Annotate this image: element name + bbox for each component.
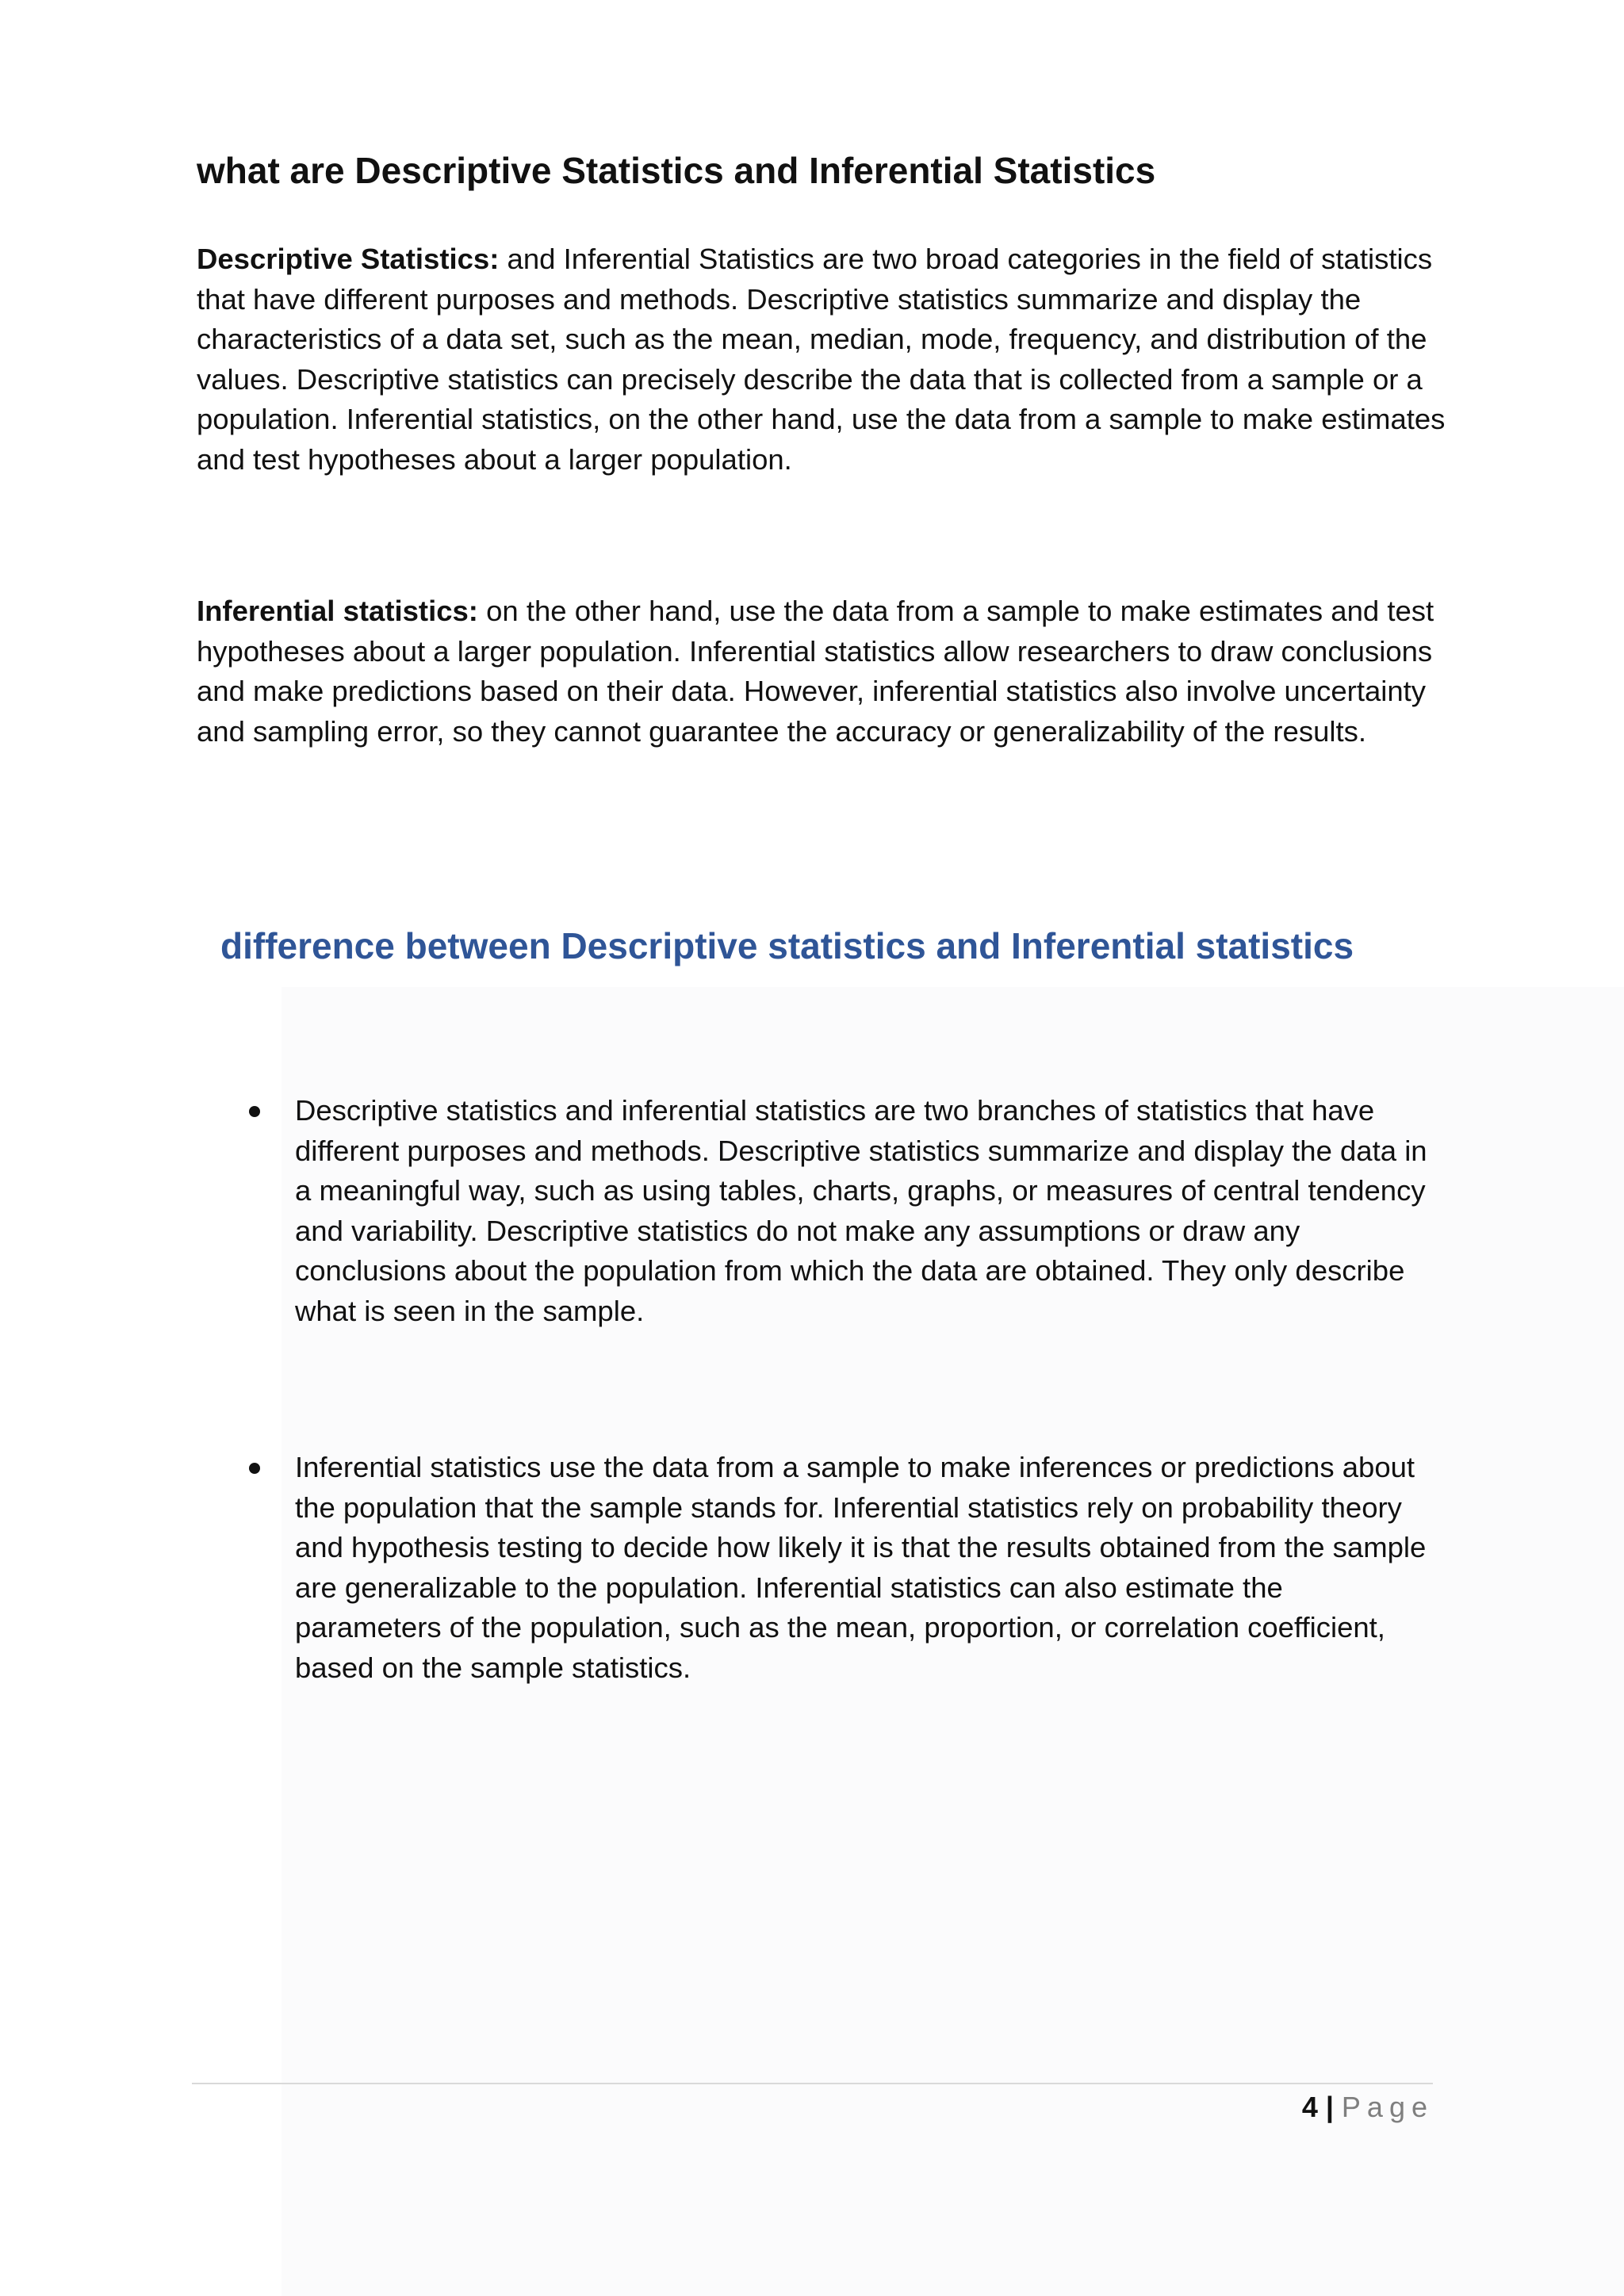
page-footer bbox=[1302, 2087, 1434, 2127]
inferential-text: on the other hand, use the data from a sample to make estimates and test hypotheses about a larger population. Inferential statistics allow researchers to draw conclusions and make predictions based on their data. However, inferential statistics also involve uncertainty and sampling error, so they cannot guarantee the accuracy or generalizability of the results. bbox=[197, 595, 1434, 748]
inferential-label: Inferential statistics: bbox=[197, 595, 478, 627]
page-number: 4 bbox=[1301, 2091, 1318, 2123]
footer-divider bbox=[192, 2083, 1433, 2084]
difference-heading: difference between Descriptive statistics and Inferential statistics bbox=[220, 925, 1354, 966]
descriptive-text: and Inferential Statistics are two broad categories in the field of statistics that have different purposes and methods. Descriptive statistics summarize and display the characteristics of a data set, such as the mean, median, mode, frequency, and distribution of the values. Descriptive statistics can precisely describe the data that is collected from a sample or a population. Inferential statistics, on the other hand, use the data from a sample to make estimates and test hypotheses about a larger population. bbox=[197, 243, 1446, 476]
list-item-text: Inferential statistics use the data from a sample to make inferences or predictions about the population that the sample stands for. Inferential statistics rely on probability theory and hypothesis testing to decide how likely it is that the results obtained from the sample are generalizable to the population. Inferential statistics can also estimate the parameters of the population, such as the mean, proportion, or correlation coefficient, based on the sample statistics. bbox=[295, 1451, 1427, 1684]
footer-separator: | bbox=[1325, 2091, 1334, 2123]
descriptive-label: Descriptive Statistics: bbox=[197, 243, 500, 275]
page-heading: what are Descriptive Statistics and Inferential Statistics bbox=[197, 150, 1156, 191]
descriptive-paragraph bbox=[197, 239, 1450, 480]
bullet-icon bbox=[249, 1106, 260, 1117]
page-label: Page bbox=[1341, 2091, 1434, 2123]
list-item bbox=[238, 1448, 1427, 1688]
list-item-text: Descriptive statistics and inferential statistics are two branches of statistics that have different purposes and methods. Descriptive statistics summarize and display the data in a meaningful way, such as using tables, charts, graphs, or measures of central tendency and variability. Descriptive statistics do not make any assumptions or draw any conclusions about the population from which the data are obtained. They only describe what is seen in the sample. bbox=[295, 1094, 1427, 1327]
inferential-paragraph bbox=[197, 591, 1450, 752]
bullet-icon bbox=[249, 1463, 260, 1474]
list-item bbox=[238, 1091, 1427, 1331]
